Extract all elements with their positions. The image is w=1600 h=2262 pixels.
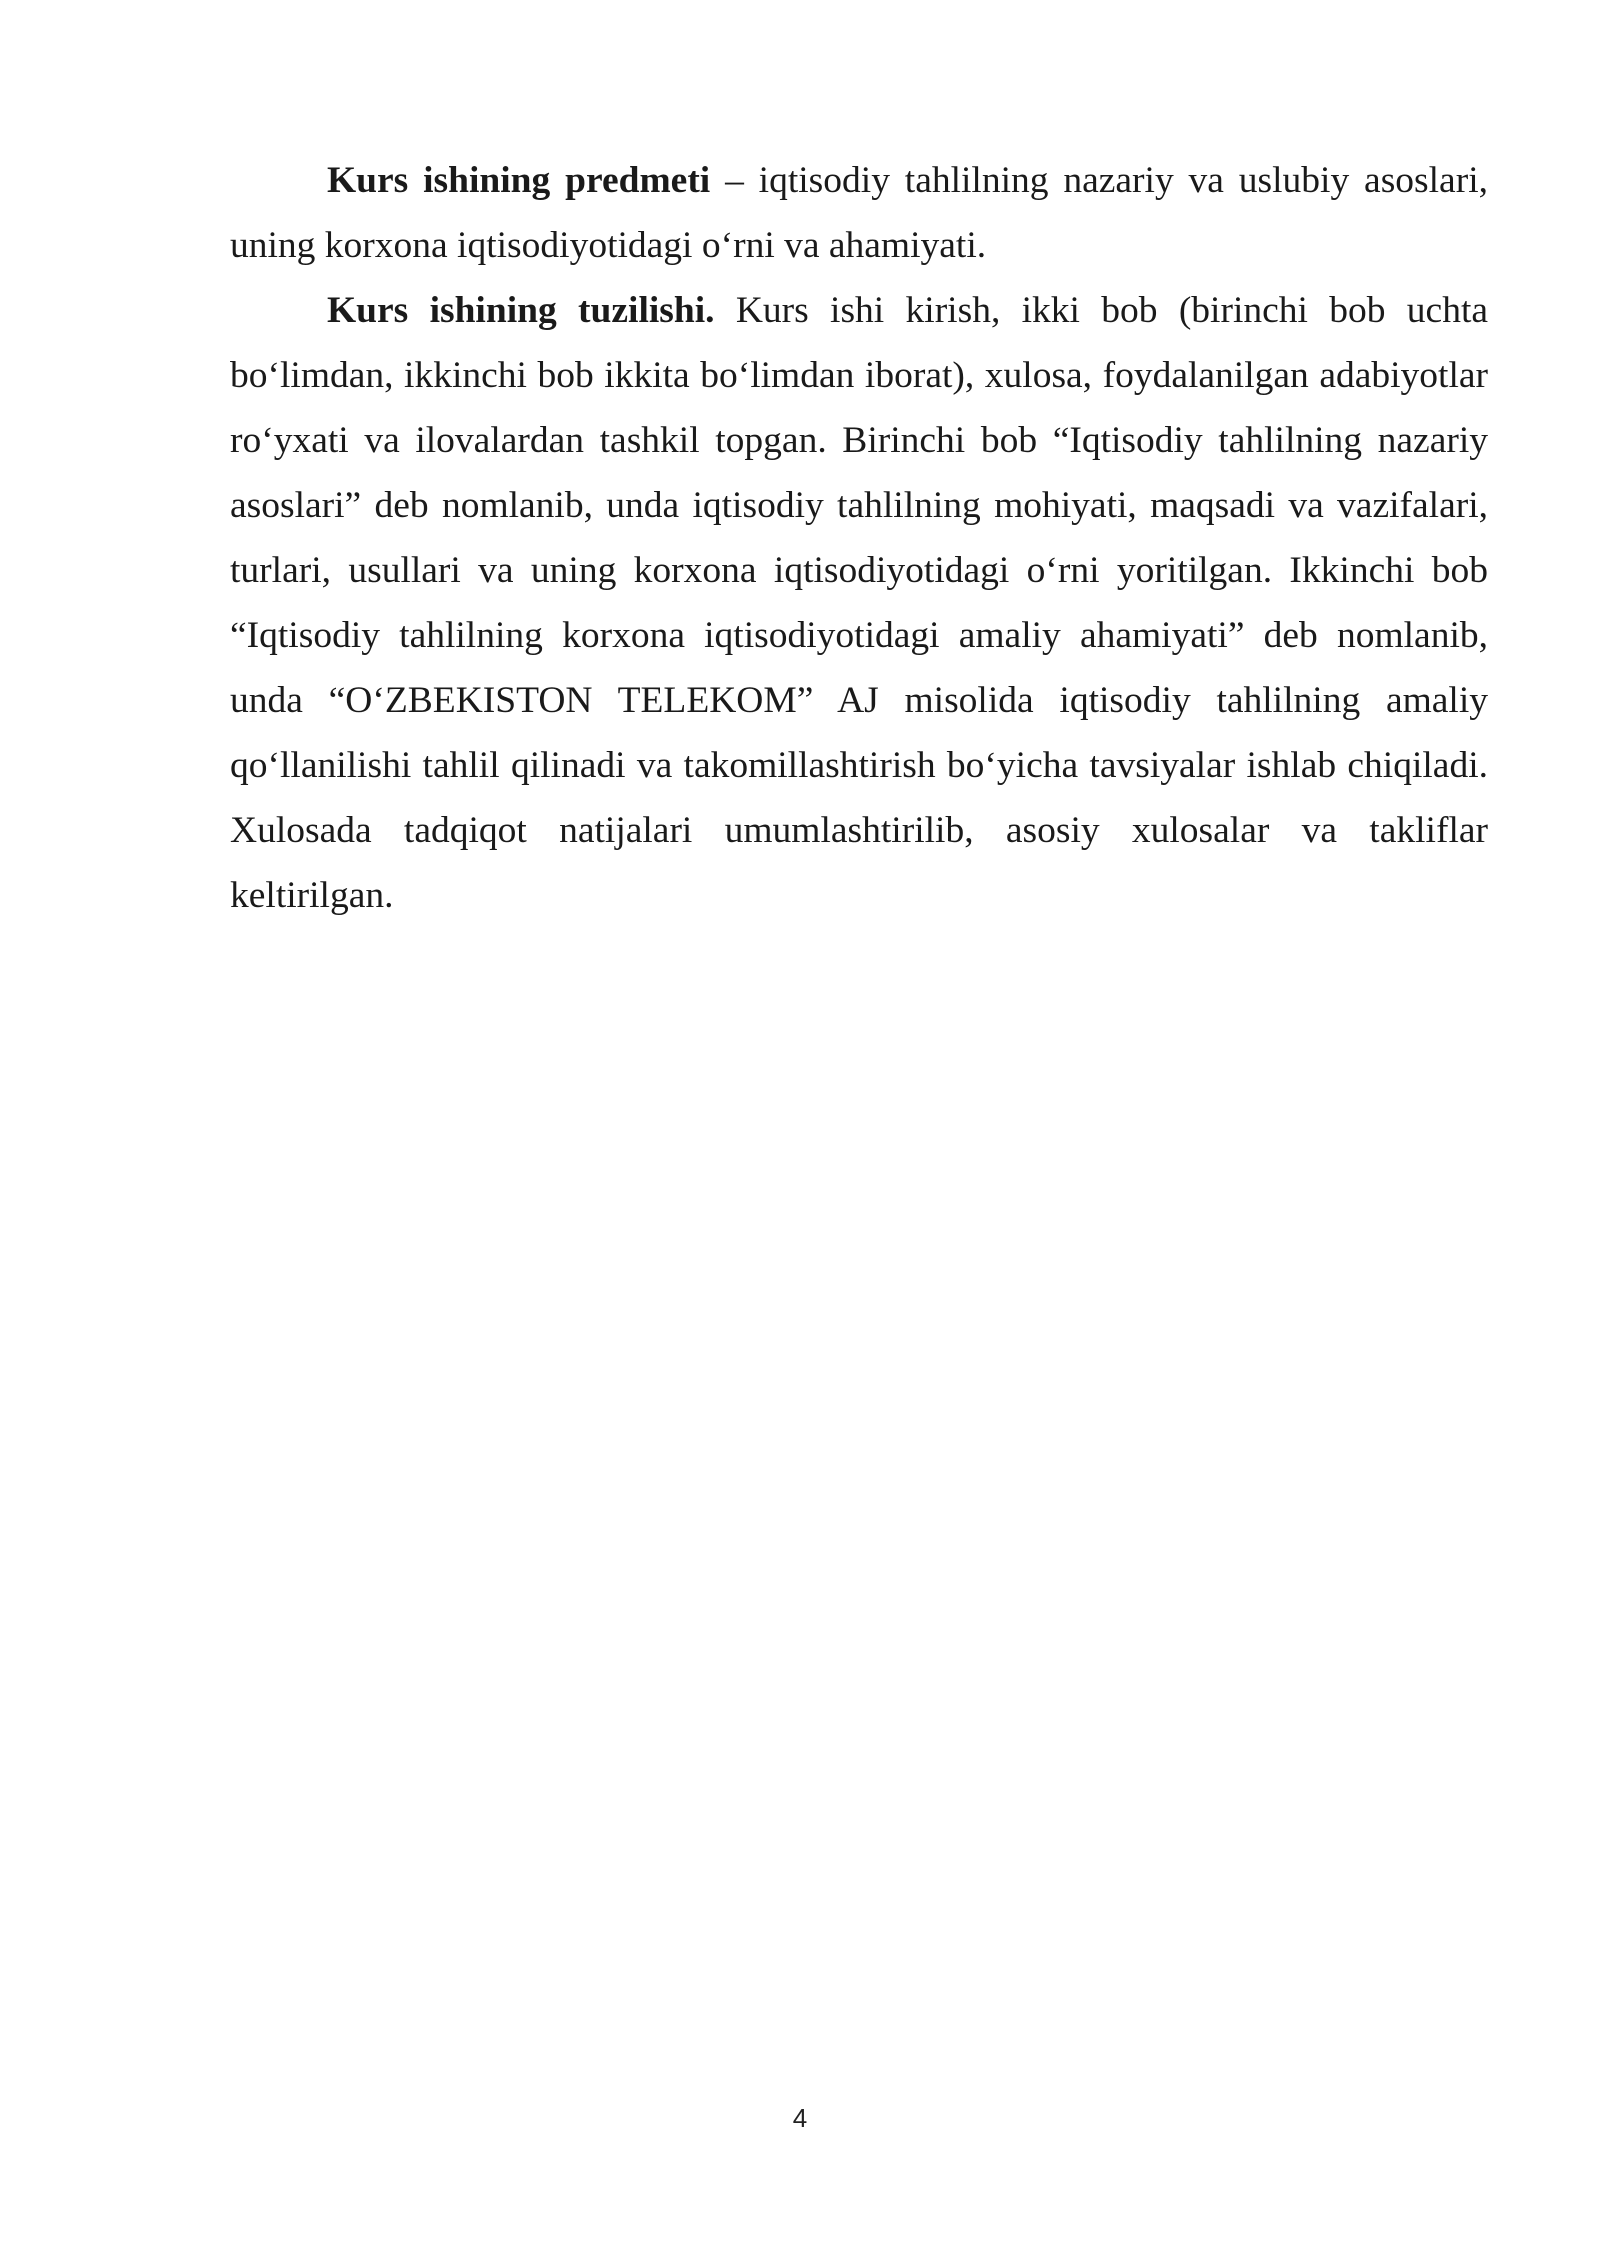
paragraph-text: – iqtisodiy tahlilning nazariy va uslubiy asoslari, uning korxona iqtisodiyotidagi o‘rni va ahamiyati. xyxy=(230,160,1488,266)
paragraph-structure xyxy=(230,278,1488,928)
paragraph-text: Kurs ishi kirish, ikki bob (birinchi bob uchta bo‘limdan, ikkinchi bob ikkita bo‘limdan iborat), xulosa, foydalanilgan adabiyotlar ro‘yxati va ilovalardan tashkil topgan. Birinchi bob “Iqtisodiy tahlilning nazariy asoslari” deb nomlanib, unda iqtisodiy tahlilning mohiyati, maqsadi va vazifalari, turlari, usullari va uning korxona iqtisodiyotidagi o‘rni yoritilgan. Ikkinchi bob “Iqtisodiy tahlilning korxona iqtisodiyotidagi amaliy ahamiyati” deb nomlanib, unda “O‘ZBEKISTON TELEKOM” AJ misolida iqtisodiy tahlilning amaliy qo‘llanilishi tahlil qilinadi va takomillashtirish bo‘yicha tavsiyalar ishlab chiqiladi. Xulosada tadqiqot natijalari umumlashtirilib, asosiy xulosalar va takliflar keltirilgan. xyxy=(230,290,1489,916)
paragraph-subject xyxy=(230,148,1488,278)
paragraph-lead: Kurs ishining tuzilishi. xyxy=(327,290,715,331)
page-number: 4 xyxy=(792,2103,808,2133)
paragraph-lead: Kurs ishining predmeti xyxy=(327,160,711,201)
body-text xyxy=(230,148,1488,928)
